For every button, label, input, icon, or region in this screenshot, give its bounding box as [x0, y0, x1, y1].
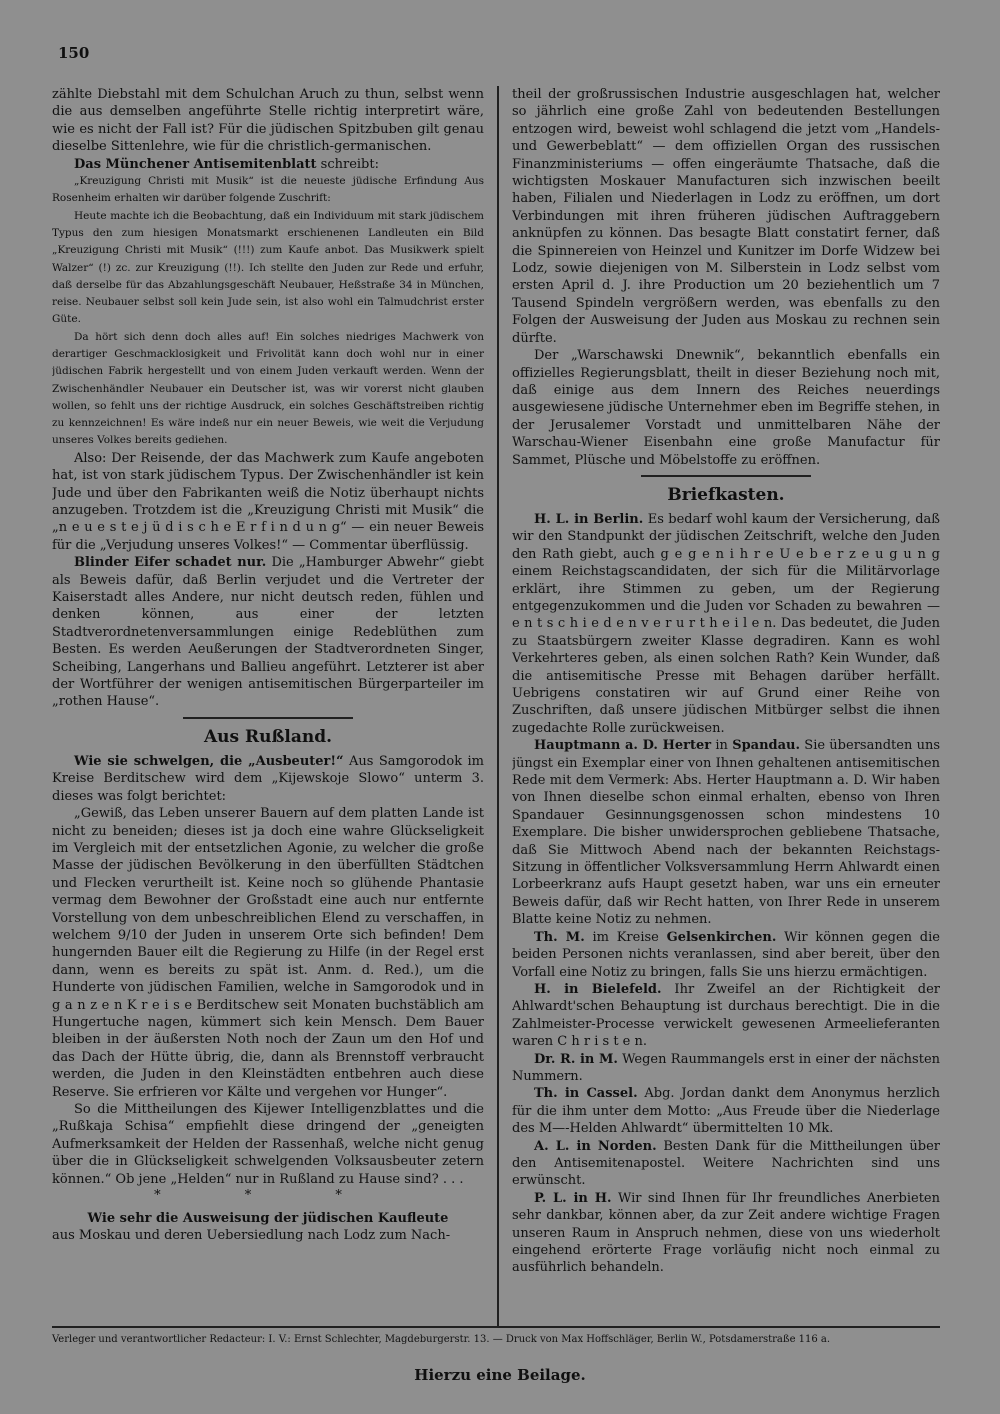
article-lead: Das Münchener Antisemitenblatt	[74, 156, 317, 172]
section-stars: * * *	[154, 1188, 382, 1204]
article-lead: Blinder Eifer schadet nur.	[74, 555, 267, 571]
supplement-note: Hierzu eine Beilage.	[414, 1366, 586, 1384]
letter-text: Wir sind Ihnen für Ihr freundliches Anerbieten sehr dankbar, können aber, da zur Zeit andere wichtige Fragen unseren Raum in Anspruch nehmen, diese von uns wiederholt eingehend erörterte Frage vorläufig nicht noch einmal zu ausführlich behandeln.	[512, 1190, 940, 1276]
right-column	[512, 86, 940, 1324]
column-divider	[497, 86, 499, 1327]
letter-entry	[512, 511, 940, 737]
letter-text: in	[711, 738, 733, 754]
article-paragraph: Der „Warschawski Dnewnik“, bekanntlich ebenfalls ein offizielles Regierungsblatt, theilt in dieser Beziehung noch mit, daß einige aus dem Innern des Reiches neuerdings ausgewiesene jüdische Unternehmer eben im Begriffe stehen, in der Jerusalemer Vorstadt und unmittelbaren Nähe der Warschau-Wiener Eisenbahn eine große Manufactur für Sammet, Plüsche und Möbelstoffe zu eröffnen.	[512, 348, 940, 468]
quote-paragraph: Da hört sich denn doch alles auf! Ein solches niedriges Machwerk von derartiger Geschmacklosigkeit und Frivolität kann doch wohl nur in einer jüdischen Fabrik hergestellt und von einem Juden verkauft werden. Wenn der Zwischenhändler Neubauer ein Deutscher ist, was wir vorerst nicht glauben wollen, so fehlt uns der richtige Ausdruck, ein solches Geschäftstreiben richtig zu kennzeichnen! Es wäre indeß nur ein neuer Beweis, wie weit die Verjudung unseres Volkes bereits gediehen.	[52, 330, 484, 447]
letter-place: Gelsenkirchen.	[666, 929, 777, 945]
section-divider	[641, 475, 811, 477]
letter-entry	[512, 1085, 940, 1137]
letter-recipient: Th. M.	[534, 929, 585, 945]
letter-entry	[512, 1190, 940, 1277]
letter-recipient: P. L. in H.	[534, 1190, 612, 1206]
letter-text: Abg. Jordan dankt dem Anonymus herzlich für die ihm unter dem Motto: „Aus Freude über die Niederlage des M—-Helden Ahlwardt“ übermittelten 10 Mk.	[512, 1086, 940, 1137]
letter-text: Besten Dank für die Mittheilungen über den Antisemitenapostel. Weitere Nachrichten sind uns erwünscht.	[512, 1138, 940, 1189]
letter-text: Wegen Raummangels erst in einer der nächsten Nummern.	[512, 1051, 940, 1084]
article-paragraph	[52, 156, 484, 173]
letter-entry	[512, 981, 940, 1051]
article-paragraph: So die Mittheilungen des Kijewer Intelligenzblattes und die „Rußkaja Schisa“ empfiehlt diese dringend der „geneigten Aufmerksamkeit der Helden der Rassenhaß, welche nicht genug über die in Glückseligkeit schwelgenden Volksausbeuter zetern können.“ Ob jene „Helden“ nur in Rußland zu Hause sind? . . .	[52, 1102, 484, 1187]
letter-text: Sie übersandten uns jüngst ein Exemplar einer von Ihnen gehaltenen antisemitischen Rede mit dem Vermerk: Abs. Herter Hauptmann a. D. Wir haben von Ihnen dieselbe schon einmal erhalten, ebenso von Ihren Spandauer Gesinnungsgenossen schon mindestens 10 Exemplare. Die bisher unwidersprochen gebliebene Thatsache, daß Sie Mittwoch Abend nach der bekannten Reichstags-Sitzung in öffentlicher Volksversammlung Herrn Ahlwardt einen Lorbeerkranz aufs Haupt gesetzt haben, war uns ein erneuter Beweis dafür, daß wir Recht hatten, von Ihrer Rede in unserem Blatte keine Notiz zu nehmen.	[512, 738, 940, 928]
article-text: Aus Samgorodok im Kreise Berditschew wird dem „Kijewskoje Slowo“ unterm 3. dieses was folgt berichtet:	[52, 753, 484, 804]
article-paragraph: zählte Diebstahl mit dem Schulchan Aruch zu thun, selbst wenn die aus demselben angeführte Stelle richtig interpretirt wäre, wie es nicht der Fall ist? Für die jüdischen Spitzbuben gilt genau dieselbe Sittenlehre, wie für die christlich-germanischen.	[52, 87, 484, 155]
article-paragraph: Also: Der Reisende, der das Machwerk zum Kaufe angeboten hat, ist von stark jüdischem Typus. Der Zwischenhändler ist kein Jude und über den Fabrikanten weiß die Notiz überhaupt nichts anzugeben. Trotzdem ist die „Kreuzigung Christi mit Musik“ die „n e u e s t e j ü d i s c h e E r f i n d u n g“ — ein neuer Beweis für die „Verjudung unseres Volkes!“ — Commentar überflüssig.	[52, 450, 484, 553]
letter-entry	[512, 737, 940, 928]
letter-entry	[512, 929, 940, 981]
imprint-line: Verleger und verantwortlicher Redacteur: I. V.: Ernst Schlechter, Magdeburgerstr. 13. — Druck von Max Hoffschläger, Berlin W., Potsdamerstraße 116 a.	[52, 1334, 831, 1345]
article-paragraph: „Gewiß, das Leben unserer Bauern auf dem platten Lande ist nicht zu beneiden; dieses ist ja doch eine wahre Glückseligkeit im Vergleich mit der entsetzlichen Agonie, zu welcher die große Masse der jüdischen Bevölkerung in den überfüllten Städtchen und Flecken verurtheilt ist. Keine noch so glühende Phantasie vermag dem Bewohner der Großstadt eine auch nur entfernte Vorstellung von dem unbeschreiblichen Elend zu verschaffen, in welchem 9/10 der Juden in unserem Orte sich befinden! Dem hungernden Bauer eilt die Regierung zu Hilfe (in der Regel erst dann, wenn es bereits zu spät ist. Anm. d. Red.), um die Hunderte von jüdischen Familien, welche in Samgorodok und in g a n z e n K r e i s e Berditschew seit Monaten buchstäblich am Hungertuche nagen, kümmert sich kein Mensch. Dem Bauer bleiben in der äußersten Noth noch der Zaun um den Hof und das Dach der Hütte übrig, die, dann als Brennstoff verbraucht werden, die Juden in den Kleinstädten entbehren auch diese Reserve. Sie erfrieren vor Kälte und vergehen vor Hunger“.	[52, 806, 484, 1100]
letter-recipient: H. L. in Berlin.	[534, 511, 644, 527]
page-number: 150	[58, 44, 90, 62]
article-paragraph: theil der großrussischen Industrie ausgeschlagen hat, welcher so jährlich eine große Zahl von bedeutenden Bestellungen entzogen wird, beweist wohl schlagend die jetzt vom „Handels- und Gewerbeblatt“ — dem offiziellen Organ des russischen Finanzministeriums — offen eingeräumte Thatsache, daß die wichtigsten Moskauer Manufacturen sich inzwischen beeilt haben, Filialen und Niederlagen in Lodz zu eröffnen, um dort Verbindungen mit ihren früheren jüdischen Auftraggebern anknüpfen zu können. Das besagte Blatt constatirt ferner, daß die Spinnereien von Heinzel und Kunitzer im Dorfe Widzew bei Lodz, sowie diejenigen von M. Silberstein in Lodz selbst vom ersten April d. J. ihre Production um 20 beziehentlich um 7 Tausend Spindeln vergrößern werden, was ebenfalls zu den Folgen der Ausweisung der Juden aus Moskau zu rechnen sein dürfte.	[512, 87, 940, 346]
article-paragraph	[52, 753, 484, 805]
article-text: Die „Hamburger Abwehr“ giebt als Beweis dafür, daß Berlin verjudet und die Vertreter der Kaiserstadt alles Andere, nur nicht deutsch reden, fühlen und denken können, aus einer der letzten Stadtverordnetenversammlungen einige Redeblüthen zum Besten. Es werden Aeußerungen der Stadtverordneten Singer, Scheibing, Langerhans und Ballieu angeführt. Letzterer ist aber der Wortführer der wenigen antisemitischen Bürgerparteiler im „rothen Hause“.	[52, 555, 484, 710]
letter-text: im Kreise	[584, 929, 667, 945]
article-paragraph: aus Moskau und deren Uebersiedlung nach Lodz zum Nach-	[52, 1228, 451, 1244]
letter-recipient: Th. in Cassel.	[534, 1086, 638, 1102]
quote-paragraph: Heute machte ich die Beobachtung, daß ein Individuum mit stark jüdischem Typus den zum hiesigen Monatsmarkt erschienenen Landleuten ein Bild „Kreuzigung Christi mit Musik“ (!!!) zum Kaufe anbot. Das Musikwerk spielt Walzer“ (!) zc. zur Kreuzigung (!!). Ich stellte den Juden zur Rede und erfuhr, daß derselbe für das Abzahlungsgeschäft Neubauer, Heßstraße 34 in München, reise. Neubauer selbst soll kein Jude sein, ist also wohl ein Talmudchrist erster Güte.	[52, 209, 484, 326]
letter-text: Es bedarf wohl kaum der Versicherung, daß wir den Standpunkt der jüdischen Zeitschrift, welche den Juden den Rath giebt, auch g e g e n i h r e U e b e r z e u g u n g einem Reichstagscandidaten, der sich für die Militärvorlage erklärt, ihre Stimmen zu geben, um der Regierung entgegenzukommen und die Juden vor Schaden zu bewahren — e n t s c h i e d e n v e r u r t h e i l e n. Das bedeutet, die Juden zu Staatsbürgern zweiter Klasse degradiren. Kann es wohl Verkehrteres geben, als einen solchen Rath? Kein Wunder, daß die antisemitische Presse mit Behagen darüber herfällt. Uebrigens constatiren wir auf Grund einer Reihe von Zuschriften, daß unsere jüdischen Mitbürger selbst die ihnen zugedachte Rolle zurückweisen.	[512, 511, 940, 736]
article-lead: Wie sie schwelgen, die „Ausbeuter!“	[74, 753, 344, 769]
left-column	[52, 86, 484, 1324]
section-heading: Aus Rußland.	[203, 726, 333, 747]
letter-entry	[512, 1051, 940, 1086]
article-paragraph	[52, 554, 484, 711]
article-heading: Wie sehr die Ausweisung der jüdischen Kaufleute	[87, 1211, 449, 1227]
letter-recipient: Dr. R. in M.	[534, 1051, 618, 1067]
quote-paragraph: „Kreuzigung Christi mit Musik“ ist die neueste jüdische Erfindung Aus Rosenheim erhalten wir darüber folgende Zuschrift:	[52, 175, 484, 205]
letter-recipient: A. L. in Norden.	[534, 1138, 657, 1154]
section-divider	[183, 717, 353, 719]
letter-recipient: H. in Bielefeld.	[534, 981, 662, 997]
letter-text: Wir können gegen die beiden Personen nichts veranlassen, sind aber bereit, über den Vorfall eine Notiz zu bringen, falls Sie uns hierzu ermächtigen.	[512, 929, 940, 980]
letter-entry	[512, 1138, 940, 1190]
letter-place: Spandau.	[732, 738, 801, 754]
letter-text: Ihr Zweifel an der Richtigkeit der Ahlwardt'schen Behauptung ist durchaus berechtigt. Die in die Zahlmeister-Processe verwickelt gewesenen Armeelieferanten waren C h r i s t e n.	[512, 981, 940, 1050]
letter-recipient: Hauptmann a. D. Herter	[534, 738, 712, 754]
article-text: schreibt:	[316, 156, 379, 172]
section-heading: Briefkasten.	[667, 484, 785, 505]
footer-divider	[52, 1326, 940, 1328]
